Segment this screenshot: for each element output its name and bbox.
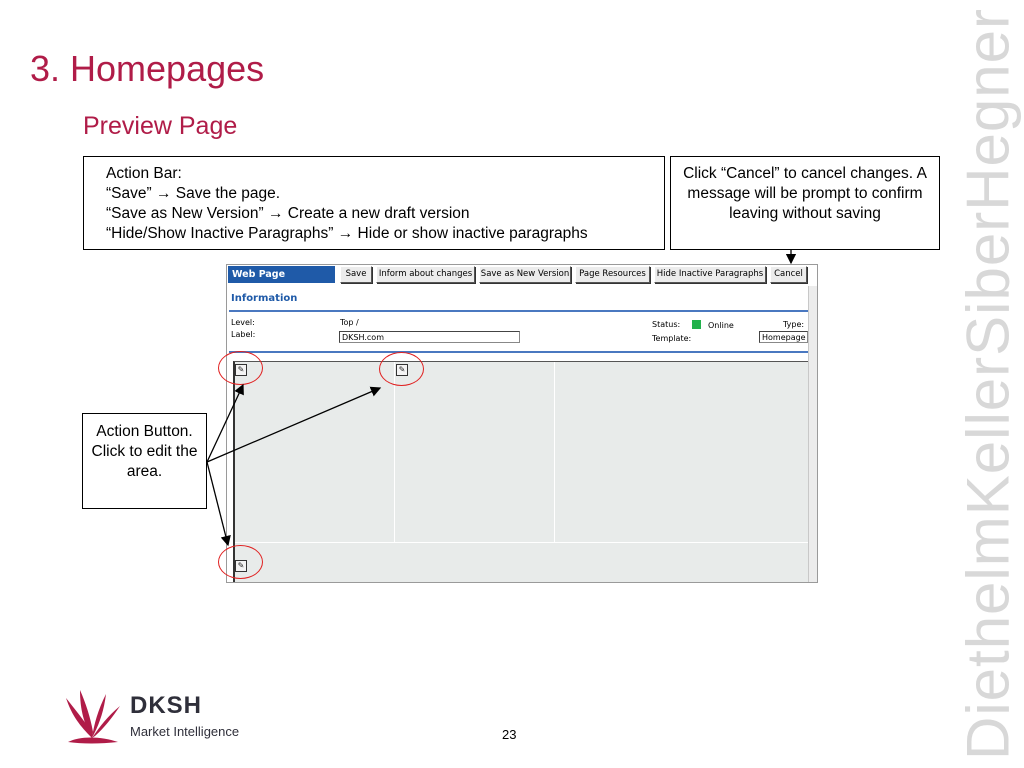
type-label: Type: <box>783 320 805 329</box>
level-value: Top / <box>340 318 359 327</box>
callout-action-button: Action Button. Click to edit the area. <box>82 413 207 509</box>
page-resources-button[interactable]: Page Resources <box>575 266 650 283</box>
type-select[interactable]: Homepage <box>759 331 808 343</box>
edit-paragraph-icon[interactable]: ✎ <box>235 560 247 572</box>
app-title: Web Page <box>228 266 335 283</box>
level-label: Level: <box>231 318 255 327</box>
slide-title: 3. Homepages <box>30 48 265 89</box>
logo-tagline: Market Intelligence <box>130 724 240 739</box>
inform-about-changes-button[interactable]: Inform about changes <box>376 266 475 283</box>
callout-line: “Save” → Save the page. <box>106 185 281 202</box>
label-input[interactable]: DKSH.com <box>339 331 520 343</box>
page-number: 23 <box>502 727 517 742</box>
status-value: Online <box>708 321 734 330</box>
callout-line: “Save as New Version” → Create a new draft version <box>106 205 470 222</box>
edit-paragraph-icon[interactable]: ✎ <box>396 364 408 376</box>
callout-line: “Hide/Show Inactive Paragraphs” → Hide or show inactive paragraphs <box>106 225 588 242</box>
cancel-button[interactable]: Cancel <box>770 266 807 283</box>
hide-inactive-paragraphs-button[interactable]: Hide Inactive Paragraphs <box>654 266 766 283</box>
arrow-to-edit-top-middle <box>207 388 380 462</box>
slide-subtitle: Preview Page <box>83 112 238 140</box>
status-label: Status: <box>652 320 681 329</box>
dksh-logo-icon <box>60 686 124 746</box>
save-as-new-version-button[interactable]: Save as New Version <box>479 266 571 283</box>
information-section-title: Information <box>231 293 298 304</box>
label-label: Label: <box>231 330 256 339</box>
callout-cancel: Click “Cancel” to cancel changes. A message will be prompt to confirm leaving without saving <box>670 156 940 250</box>
save-button[interactable]: Save <box>340 266 372 283</box>
watermark-text: DiethelmKellerSiberHegner <box>954 7 1022 761</box>
template-label: Template: <box>652 334 692 343</box>
edit-paragraph-icon[interactable]: ✎ <box>235 364 247 376</box>
callout-line: Action Bar: <box>106 165 182 182</box>
logo-brand: DKSH <box>130 692 203 719</box>
arrow-to-edit-bottom-left <box>207 462 228 545</box>
arrow-to-edit-top-left <box>207 385 243 462</box>
